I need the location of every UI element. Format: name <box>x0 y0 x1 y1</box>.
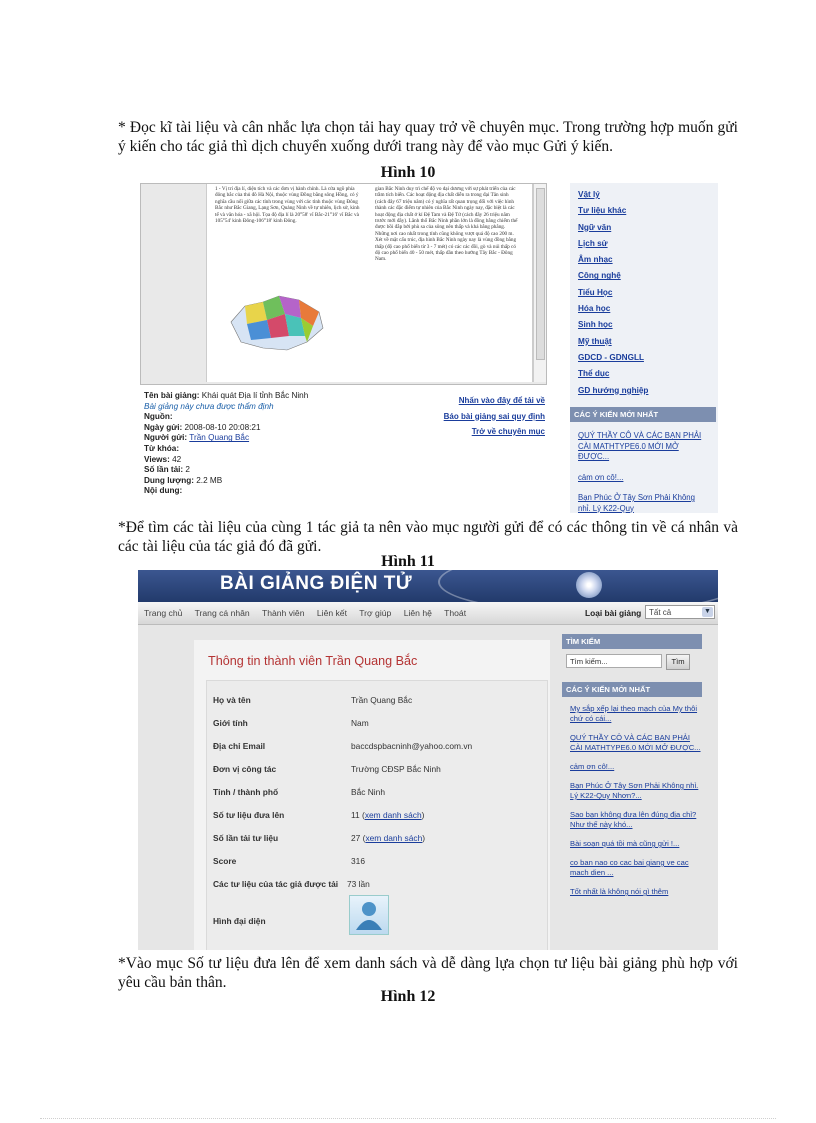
avatar <box>349 895 389 935</box>
category-item[interactable]: Hóa học <box>578 304 611 314</box>
comment-link[interactable]: Bài soạn quá tồi mà cũng gửi !... <box>570 839 680 848</box>
sidebar-categories <box>570 183 718 513</box>
category-item[interactable]: Lịch sử <box>578 238 608 248</box>
nav-members[interactable]: Thành viên <box>261 608 305 618</box>
size-value: 2.2 MB <box>196 475 223 485</box>
comment-link[interactable]: Bạn Phúc Ở Tây Sơn Phải Không nhỉ. Lý K22-Quy <box>578 493 695 513</box>
caption-fig12: Hình 12 <box>380 988 436 1005</box>
province-map <box>227 292 327 354</box>
views-value: 42 <box>172 454 182 464</box>
comment-link[interactable]: cảm ơn cô!... <box>578 472 624 482</box>
comment-link[interactable]: cảm ơn cô!... <box>570 762 615 771</box>
views-label: Views: <box>144 454 170 464</box>
keywords-label: Từ khóa: <box>144 443 180 453</box>
paragraph-author-info: *Để tìm các tài liệu của cùng 1 tác giả ta nên vào mục người gửi để có các thông tin về cá nhân và các tài liệu của tác giả đó đã gửi. <box>118 519 738 555</box>
latest-comments-header: CÁC Ý KIẾN MỚI NHẤT <box>570 407 716 422</box>
not-rated-note: Bài giảng này chưa được thẩm định <box>144 401 274 411</box>
lesson-type-label: Loại bài giảng <box>585 608 642 618</box>
category-item[interactable]: Tư liệu khác <box>578 206 627 216</box>
field-value: 11 ( <box>351 810 365 820</box>
title-label: Tên bài giảng: <box>144 391 200 400</box>
downloads-value: 2 <box>185 465 190 475</box>
latest-comments-list <box>578 431 708 513</box>
field-value: 316 <box>351 856 365 866</box>
paragraph-intro: * Đọc kĩ tài liệu và cân nhắc lựa chọn tải hay quay trở về chuyên mục. Trong trường hợp muốn gửi ý kiến cho tác giả thì dịch chuyển xuống dưới trang này để vào mục Gửi ý kiến. <box>118 119 738 155</box>
field-label: Số lần tải tư liệu <box>213 833 279 843</box>
nav-help[interactable]: Trợ giúp <box>359 608 392 618</box>
title-value: Khái quát Địa lí tỉnh Bắc Ninh <box>201 391 309 400</box>
latest-comments-list <box>570 704 702 906</box>
field-value: Trần Quang Bắc <box>351 695 413 705</box>
category-item[interactable]: Công nghệ <box>578 271 621 281</box>
doc-column-right: gian Bắc Ninh duy trì chế độ vo dại dương với sự phát triển của các trầm tích biển. Các hoạt động địa chất diễn ra trong đại Tân sinh (cách đây 67 triệu năm) có ý nghĩa rất quan trọng đối với việc hình thành các đặc điểm tự nhiên của Bắc Ninh ngày nay, đặc biệt là các hoạt động địa chất ở kỉ Đệ Tam và Đệ Tứ (cách đây 26 triệu năm trước mới đây). Lãnh thổ Bắc Ninh phần lớn là đồng bằng chiếm thế được bồi đắp bởi phù sa của sông nên thấp và khá bằng phẳng. Những nơi cao nhất trong tỉnh cũng không vượt quá độ cao 200 m. Xét về mặt cấu trúc, địa hình Bắc Ninh ngày nay là vùng đồng bằng thấp (độ cao phổ biến từ 3 - 7 mét) có các các đồi, gò và núi thấp có độ cao phổ biến 40 - 50 mét, thấp dần theo hướng Tây Bắc - Đông Nam. <box>375 186 518 263</box>
field-value: 73 lần <box>347 879 370 889</box>
category-item[interactable]: Tiểu Học <box>578 287 613 297</box>
field-label: Score <box>213 856 237 866</box>
cd-disc-icon <box>576 572 602 598</box>
view-list-link[interactable]: xem danh sách <box>365 833 423 843</box>
right-sidebar <box>562 632 718 950</box>
scrollbar-thumb[interactable] <box>536 188 545 360</box>
paragraph-upload-list: *Vào mục Số tư liệu đưa lên để xem danh sách và dễ dàng lựa chọn tư liệu bài giảng phù hợp với yêu cầu bản thân. <box>118 955 738 991</box>
member-info-card <box>194 640 550 950</box>
nav-personal-page[interactable]: Trang cá nhân <box>194 608 250 618</box>
nav-contact[interactable]: Liên hệ <box>403 608 432 618</box>
nav-links[interactable]: Liên kết <box>316 608 347 618</box>
category-item[interactable]: GDCD - GDNGLL <box>578 352 644 362</box>
figure-11-screenshot <box>138 570 718 950</box>
date-label: Ngày gửi: <box>144 422 183 432</box>
site-title: BÀI GIẢNG ĐIỆN TỬ <box>220 573 413 594</box>
caption-fig10: Hình 10 <box>380 164 436 181</box>
downloads-label: Số lần tải: <box>144 465 184 475</box>
profile-heading: Thông tin thành viên Trần Quang Bắc <box>208 654 418 668</box>
field-label: Địa chỉ Email <box>213 741 266 751</box>
field-label: Hình đại diện <box>213 916 266 926</box>
field-value: Nam <box>351 718 369 728</box>
date-value: 2008-08-10 20:08:21 <box>184 422 261 432</box>
category-list <box>578 187 648 399</box>
category-item[interactable]: Sinh học <box>578 320 613 330</box>
field-value: Trường CĐSP Bắc Ninh <box>351 764 441 774</box>
field-value: Bắc Ninh <box>351 787 385 797</box>
profile-table <box>206 680 548 950</box>
sender-label: Người gửi: <box>144 433 188 443</box>
caption-fig11: Hình 11 <box>381 553 435 570</box>
sender-link[interactable]: Trần Quang Bắc <box>189 433 250 443</box>
category-item[interactable]: Thể dục <box>578 369 610 379</box>
comment-link[interactable]: QUÝ THẦY CÔ VÀ CÁC BẠN PHẢI CÀI MATHTYPE6.0 MỚI MỞ ĐƯỢC... <box>570 733 701 752</box>
report-link[interactable]: Báo bài giảng sai quy định <box>443 411 545 421</box>
comment-link[interactable]: Bạn Phúc Ở Tây Sơn Phải Không nhỉ. Lý K22-Quy Nhơn?... <box>570 781 699 800</box>
download-link[interactable]: Nhấn vào đây để tải về <box>458 396 545 405</box>
field-value: baccdspbacninh@yahoo.com.vn <box>351 741 473 751</box>
back-to-category-link[interactable]: Trở về chuyên mục <box>471 427 545 436</box>
field-value-tail: ) <box>422 833 426 843</box>
latest-comments-header: CÁC Ý KIẾN MỚI NHẤT <box>562 682 702 697</box>
lesson-type-select[interactable] <box>645 605 715 619</box>
search-header: TÌM KIẾM <box>562 634 702 649</box>
field-value: 27 ( <box>351 833 366 843</box>
document-page <box>206 184 533 382</box>
category-item[interactable]: Ngữ văn <box>578 222 612 232</box>
figure-10-screenshot <box>140 183 718 513</box>
chevron-down-icon: ▼ <box>702 607 713 617</box>
doc-column-left: 1 - Vị trí địa lí, diện tích và các đơn vị hành chính. Là cửa ngõ phía đông bắc của thủ đô Hà Nội, thuộc vùng Đồng bằng sông Hồng, có ý nghĩa cầu nối giữa các tỉnh trong vùng với các tỉnh thuộc vùng Đông Bắc như Bắc Giang, Lạng Sơn, Quảng Ninh về tự nhiên, lịch sử, kinh tế và văn hóa - xã hội. Tọa độ địa lí là 20°58' vĩ Bắc-21°16' vĩ Bắc và 105°54' kinh Đông-106°18' kinh Đông. <box>215 186 360 225</box>
category-item[interactable]: GD hướng nghiệp <box>578 385 649 395</box>
category-item[interactable]: Mỹ thuật <box>578 336 612 346</box>
document-scrollbar[interactable] <box>533 184 546 382</box>
field-value-tail: ) <box>421 810 425 820</box>
comment-link[interactable]: co ban nao co cac bai giang ve cac mach dien ... <box>570 858 689 877</box>
user-silhouette-icon <box>350 896 388 934</box>
field-label: Họ và tên <box>213 695 251 705</box>
search-button[interactable]: Tìm <box>666 654 690 670</box>
source-label: Nguồn: <box>144 412 173 422</box>
page-bottom-rule <box>40 1118 776 1119</box>
site-banner <box>138 570 718 602</box>
main-navigation <box>138 602 718 625</box>
content-label: Nội dung: <box>144 486 183 496</box>
category-item[interactable]: Âm nhạc <box>578 255 613 265</box>
comment-link[interactable]: My sắp xếp lại theo mạch của My thôi chứ có cái... <box>570 704 698 723</box>
field-label: Các tư liệu của tác giả được tải <box>213 879 339 889</box>
lesson-actions <box>430 393 545 440</box>
comment-link[interactable]: Sao bạn không đưa lên đúng địa chỉ? Như thế này khó... <box>570 810 697 829</box>
field-label: Giới tính <box>213 718 248 728</box>
field-label: Tỉnh / thành phố <box>213 787 279 797</box>
category-item[interactable]: Vật lý <box>578 190 600 199</box>
view-list-link[interactable]: xem danh sách <box>364 810 422 820</box>
nav-home[interactable]: Trang chủ <box>144 608 183 618</box>
field-label: Đơn vị công tác <box>213 764 277 774</box>
nav-logout[interactable]: Thoát <box>444 608 467 618</box>
lesson-type-value: Tất cả <box>649 608 672 617</box>
comment-link[interactable]: Tốt nhất là không nói gì thêm <box>570 887 669 896</box>
document-viewer[interactable] <box>140 183 547 385</box>
search-input[interactable]: Tìm kiếm... <box>566 654 662 668</box>
comment-link[interactable]: QUÝ THẦY CÔ VÀ CÁC BẠN PHẢI CÀI MATHTYPE6.0 MỚI MỞ ĐƯỢC... <box>578 431 702 461</box>
field-label: Số tư liệu đưa lên <box>213 810 285 820</box>
size-label: Dung lượng: <box>144 475 194 485</box>
